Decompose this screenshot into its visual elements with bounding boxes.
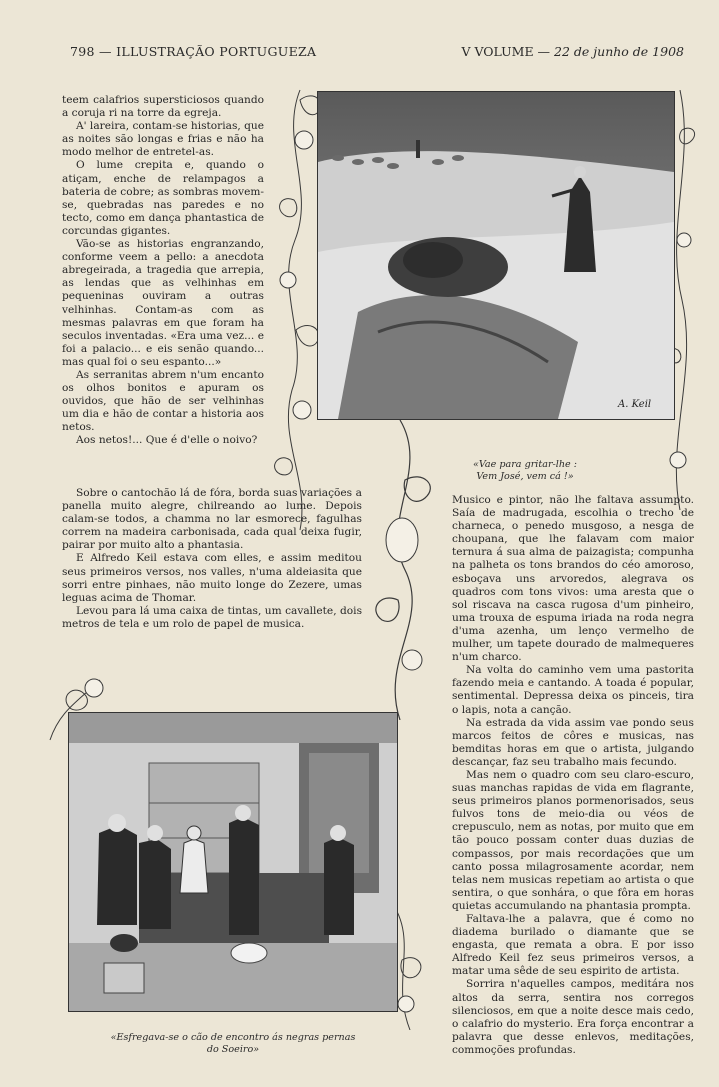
header-title: 798 — ILLUSTRAÇÃO PORTUGUEZA bbox=[70, 44, 317, 59]
text-column-right bbox=[452, 494, 694, 1057]
shepherdess-scene-icon bbox=[318, 92, 674, 419]
header-volume: V VOLUME — bbox=[461, 44, 551, 59]
paragraph: Levou para lá uma caixa de tintas, um cavallete, dois metros de tela e um rolo de papel de musica. bbox=[62, 604, 362, 630]
paragraph: Sobre o cantochão lá de fóra, borda suas variações a panella muito alegre, chilreando ao lume. Depois calam-se todos, a chamma no lar esmorece, fagulhas correm na madeira carbonisada, cada qual deixa fugir, pairar por muito alto a phantasia. bbox=[62, 487, 362, 552]
caption-top: «Vae para gritar-lhe : Vem José, vem cá !» bbox=[473, 459, 577, 482]
paragraph: A' lareira, contam-se historias, que as noites são longas e frias e não ha modo melhor de entretel-as. bbox=[62, 120, 264, 159]
paragraph: Vão-se as historias engranzando, conforme veem a pello: a anecdota abregeirada, a tragedia que arrepia, as lendas que as velhinhas em pequeninas ouviram a outras velhinhas. Contam-as com as mesmas palavras em que foram ha seculos inventadas. «Era uma vez... e foi a palacio... e eis senão quando... mas qual foi o seu espanto...» bbox=[62, 238, 264, 368]
artist-signature: A. Keil bbox=[618, 399, 652, 410]
paragraph: E Alfredo Keil estava com elles, e assim meditou seus primeiros versos, nos valles, n'uma aldeiasita que sorri entre pinhaes, não muito longe do Zezere, umas leguas acima de Thomar. bbox=[62, 552, 362, 604]
illustration-tavern bbox=[68, 712, 398, 1012]
illustration-shepherdess bbox=[317, 91, 675, 420]
paragraph: Faltava-lhe a palavra, que é como no diadema burilado o diamante que se engasta, que remata a obra. E por isso Alfredo Keil fez seus primeiros versos, a matar uma sêde de seu espirito de artista. bbox=[452, 913, 694, 978]
paragraph: Musico e pintor, não lhe faltava assumpto. Saía de madrugada, escolhia o trecho de charneca, o penedo musgoso, a nesga de choupana, que lhe falavam com maior ternura á sua alma de paizagista; compunha na palheta os tons brandos do céo amoroso, esboçava uns arvoredos, alegrava os quadros com tons vivos: uma aresta que o sol riscava na casca rugosa d'um pinheiro, uma trouxa de espuma iriada na roda negra d'uma azenha, um lenço vermelho de mulher, um tapete dourado de malmequeres n'um charco. bbox=[452, 494, 694, 664]
text-column-left-wide bbox=[62, 487, 362, 631]
header-date: 22 de junho de 1908 bbox=[554, 44, 684, 59]
paragraph: Aos netos!... Que é d'elle o noivo? bbox=[76, 434, 258, 447]
paragraph: Na estrada da vida assim vae pondo seus marcos feitos de côres e musicas, nas bemditas horas em que o artista, julgando descançar, faz seu trabalho mais fecundo. bbox=[452, 716, 694, 768]
text-column-left bbox=[62, 94, 264, 448]
floral-vine-icon bbox=[360, 420, 450, 720]
paragraph: O lume crepita e, quando o atiçam, enche de relampagos a bateria de cobre; as sombras movem-se, quebradas nas paredes e no tecto, como em dança phantastica de corcundas gigantes. bbox=[62, 159, 264, 237]
page-header bbox=[70, 44, 684, 64]
paragraph: Sorrira n'aquelles campos, meditára nos altos da serra, sentira nos corregos silenciosos, em que a noite desce mais cedo, o calafrio do mysterio. Era força encontrar a palavra que desse enlevos, meditações, commoções profundas. bbox=[452, 978, 694, 1056]
paragraph: Mas nem o quadro com seu claro-escuro, suas manchas rapidas de vida em flagrante, seus primeiros planos pormenorisados, seus fulvos tons de meio-dia ou véos de crepusculo, nem as notas, por muito que em tão pouco possam conter duas duzias de compassos, por mais recordações que um canto possa milagrosamente acordar, nem telas nem musicas repetiam ao artista o que sentira, o que sonhára, o que fôra em horas quietas accumulando na phantasia prompta. bbox=[452, 768, 694, 912]
tavern-scene-icon bbox=[69, 713, 397, 1011]
paragraph: Na volta do caminho vem uma pastorita fazendo meia e cantando. A toada é popular, sentimental. Depressa deixa os pinceis, tira o lapis, nota a canção. bbox=[452, 664, 694, 716]
caption-bottom: «Esfregava-se o cão de encontro ás negras pernas do Soeiro» bbox=[110, 1032, 356, 1055]
paragraph: teem calafrios supersticiosos quando a coruja ri na torre da egreja. bbox=[62, 94, 264, 120]
paragraph: As serranitas abrem n'um encanto os olhos bonitos e apuram os ouvidos, que hão de ser velhinhas um dia e hão de contar a historia aos netos. bbox=[62, 368, 264, 434]
header-issue bbox=[461, 44, 684, 59]
